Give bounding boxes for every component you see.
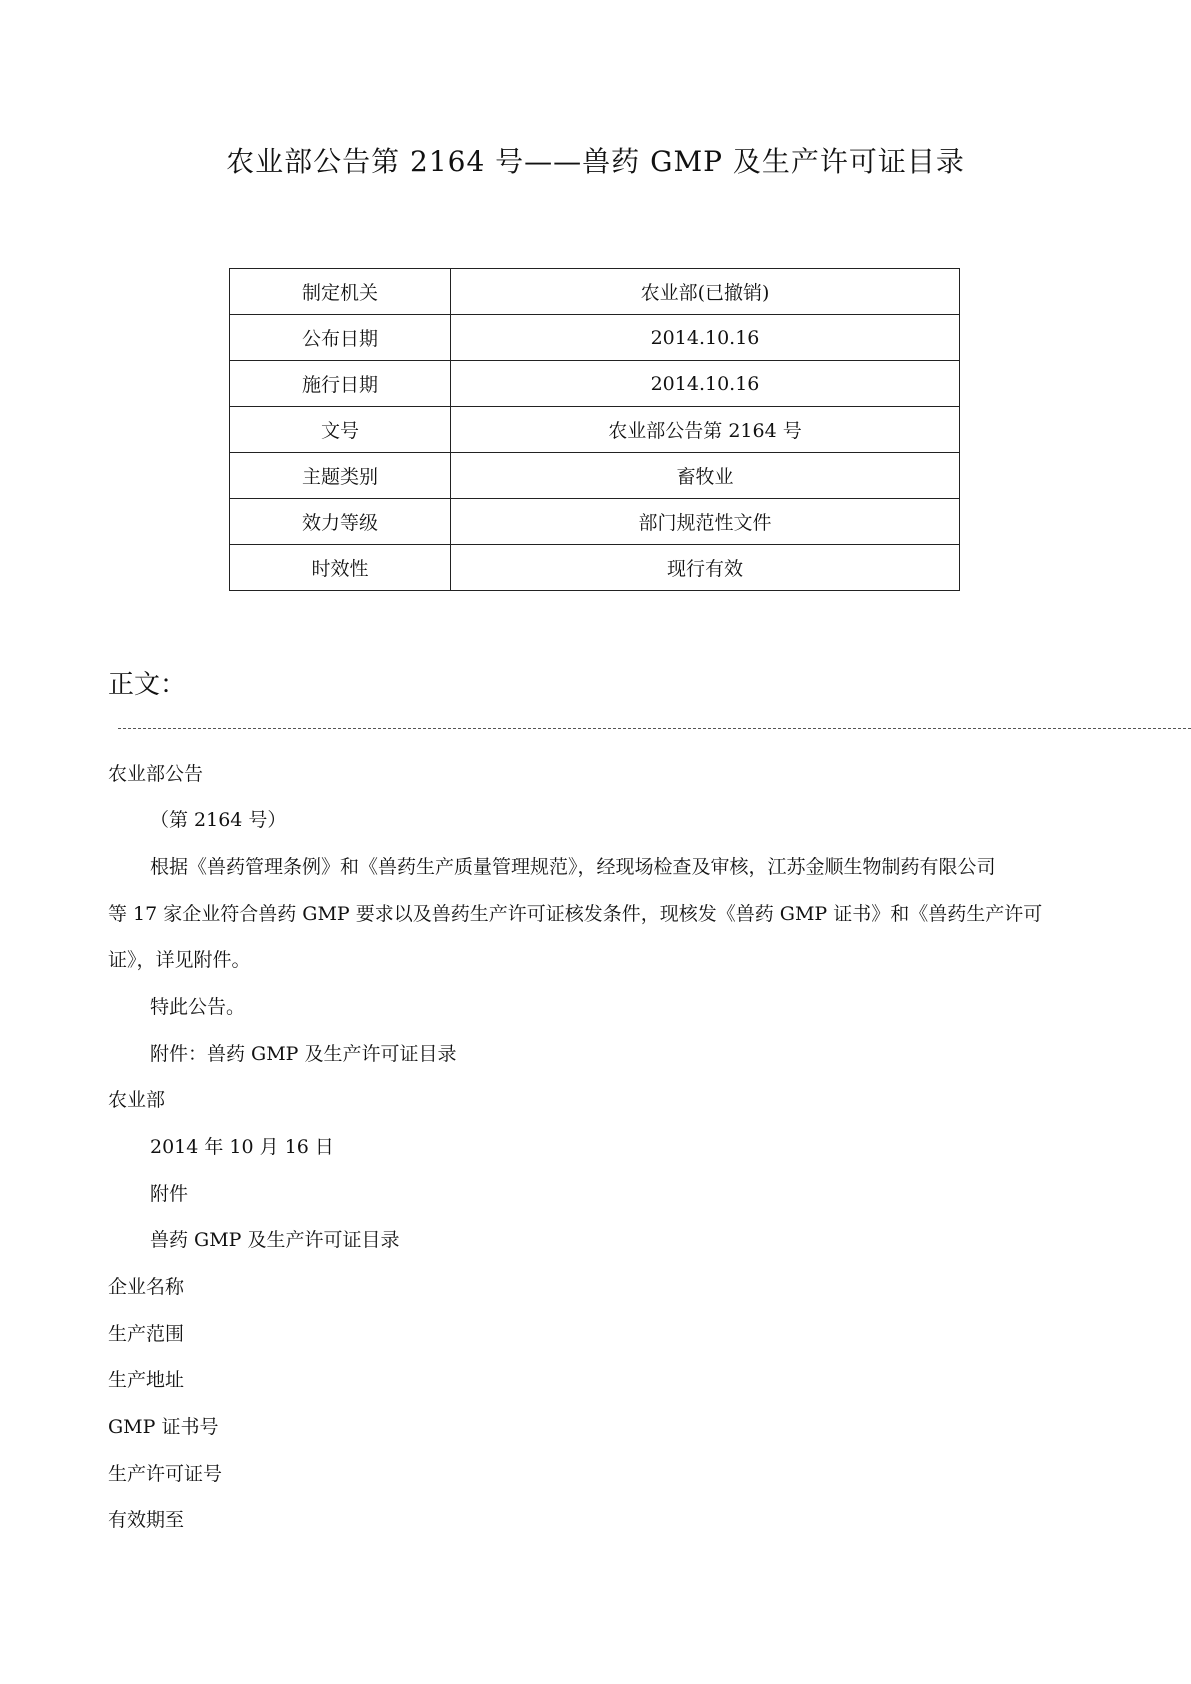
- row-value: 2014.10.16: [451, 361, 960, 407]
- table-row: [230, 545, 960, 591]
- table-row: [230, 361, 960, 407]
- row-value: 畜牧业: [451, 453, 960, 499]
- table-row: [230, 407, 960, 453]
- body-line: GMP 证书号: [108, 1416, 219, 1438]
- body-line: 企业名称: [108, 1276, 185, 1298]
- row-label: 效力等级: [230, 499, 451, 545]
- row-label: 施行日期: [230, 361, 451, 407]
- body-line: 根据《兽药管理条例》和《兽药生产质量管理规范》，经现场检查及审核，江苏金顺生物制药有限公司: [150, 856, 996, 878]
- body-line: 等 17 家企业符合兽药 GMP 要求以及兽药生产许可证核发条件，现核发《兽药 GMP 证书》和《兽药生产许可: [108, 903, 1043, 925]
- body-line: 证》，详见附件。: [108, 949, 251, 971]
- document-title: 农业部公告第 2164 号——兽药 GMP 及生产许可证目录: [226, 145, 965, 178]
- body-line: 附件: [150, 1183, 189, 1205]
- metadata-table: [229, 268, 960, 591]
- row-value: 部门规范性文件: [451, 499, 960, 545]
- table-row: [230, 269, 960, 315]
- body-line: 生产许可证号: [108, 1463, 223, 1485]
- row-value: 2014.10.16: [451, 315, 960, 361]
- table-row: [230, 453, 960, 499]
- row-label: 制定机关: [230, 269, 451, 315]
- row-label: 时效性: [230, 545, 451, 591]
- body-line: 生产地址: [108, 1369, 185, 1391]
- body-line: 农业部公告: [108, 763, 204, 785]
- row-label: 主题类别: [230, 453, 451, 499]
- dashed-divider: [118, 728, 1191, 729]
- row-label: 公布日期: [230, 315, 451, 361]
- body-line: 生产范围: [108, 1323, 185, 1345]
- body-heading: 正文：: [108, 670, 187, 700]
- row-value: 农业部(已撤销): [451, 269, 960, 315]
- row-value: 现行有效: [451, 545, 960, 591]
- body-line: 附件：兽药 GMP 及生产许可证目录: [150, 1043, 457, 1065]
- table-row: [230, 315, 960, 361]
- body-line: （第 2164 号）: [150, 809, 287, 831]
- body-line: 2014 年 10 月 16 日: [150, 1136, 334, 1158]
- body-line: 特此公告。: [150, 996, 246, 1018]
- body-line: 农业部: [108, 1089, 166, 1111]
- row-value: 农业部公告第 2164 号: [451, 407, 960, 453]
- table-row: [230, 499, 960, 545]
- body-line: 有效期至: [108, 1509, 185, 1531]
- row-label: 文号: [230, 407, 451, 453]
- body-line: 兽药 GMP 及生产许可证目录: [150, 1229, 400, 1251]
